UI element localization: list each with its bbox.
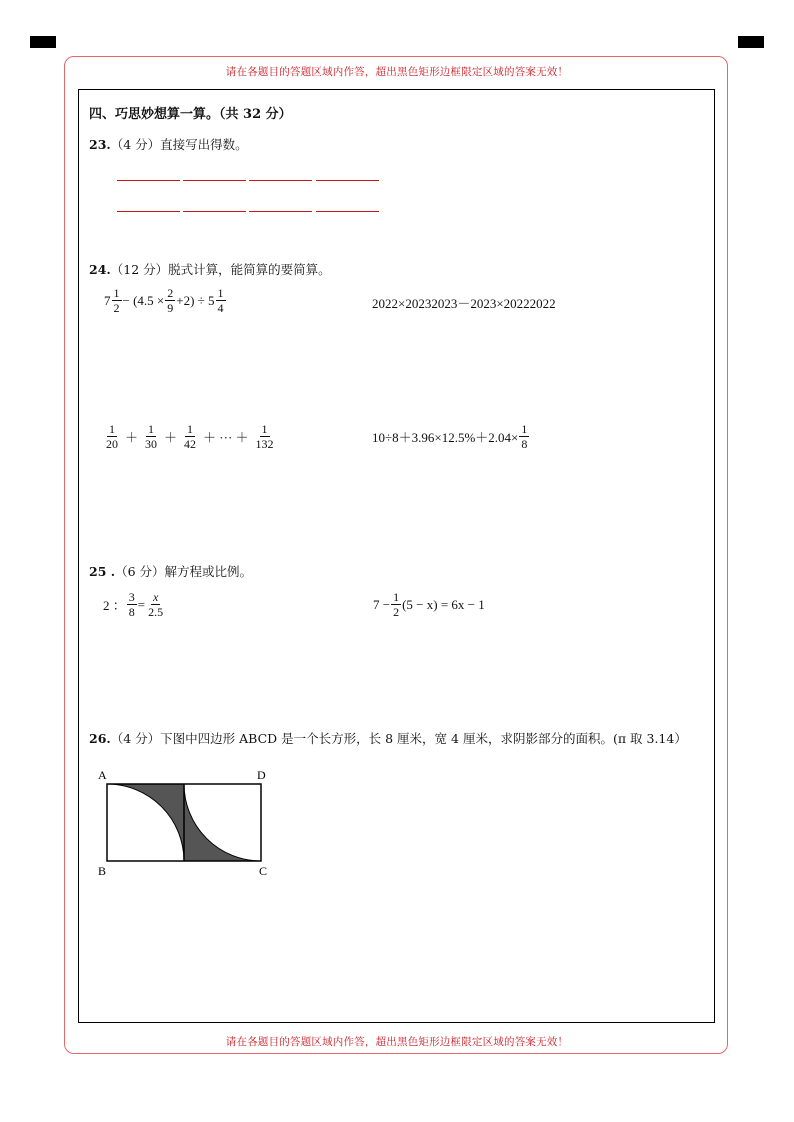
question-23 [89, 135, 248, 153]
answer-blank[interactable] [249, 180, 312, 181]
answer-blank[interactable] [117, 211, 180, 212]
question-number: 24. [89, 262, 111, 277]
label-a: A [98, 768, 107, 782]
label-c: C [259, 864, 268, 878]
question-number: 23. [89, 137, 111, 152]
label-d: D [257, 768, 266, 782]
alignment-marker-right [738, 36, 764, 48]
question-text: （6 分）解方程或比例。 [115, 564, 253, 579]
shaded-region-right [184, 784, 261, 861]
expression-24-2: 2022×20232023－2023×20222022 [372, 296, 556, 311]
alignment-marker-left [30, 36, 56, 48]
question-text: （12 分）脱式计算，能简算的要简算。 [110, 262, 331, 277]
answer-blank[interactable] [183, 211, 246, 212]
question-number: 26. [89, 731, 111, 746]
expression-24-1: 7 $\frac{1}{2}$ − (4.5 × $\frac{2}{9}$ +2) ÷ 5 $\frac{1}{4}$ [104, 286, 224, 315]
answer-blank[interactable] [183, 180, 246, 181]
question-number: 25 . [89, 564, 116, 579]
section-title: 四、巧思妙想算一算。（共 32 分） [89, 107, 292, 122]
notice-bottom: 请在各题目的答题区域内作答，超出黑色矩形边框限定区域的答案无效！ [225, 1036, 569, 1048]
answer-blank[interactable] [316, 211, 379, 212]
question-26 [89, 729, 687, 747]
question-text: （4 分）直接写出得数。 [110, 137, 248, 152]
label-b: B [98, 864, 107, 878]
expression-24-3: $\frac{1}{20}$ ＋ $\frac{1}{30}$ ＋ $\frac{1}{42}$ ＋ ··· ＋ $\frac{1}{132}$ [106, 422, 274, 451]
expression-24-4: 10÷8＋3.96×12.5%＋2.04× $\frac{1}{8}$ [372, 422, 528, 451]
equation-25-2: 7 − $\frac{1}{2}$ (5 − x) = 6x − 1 [373, 590, 485, 619]
answer-blank[interactable] [117, 180, 180, 181]
question-text: （4 分）下图中四边形 ABCD 是一个长方形，长 8 厘米，宽 4 厘米，求阴影部分的面积。(π 取 3.14） [110, 731, 687, 746]
equation-25-1: 2 ： $\frac{3}{8}$ = $\frac{x}{2.5}$ [103, 590, 164, 619]
question-25 [89, 562, 252, 580]
question-24 [89, 260, 331, 278]
answer-blank[interactable] [316, 180, 379, 181]
shaded-region-left [107, 784, 184, 861]
answer-blank[interactable] [249, 211, 312, 212]
rectangle-figure [90, 765, 290, 885]
notice-top: 请在各题目的答题区域内作答，超出黑色矩形边框限定区域的答案无效！ [225, 66, 569, 78]
